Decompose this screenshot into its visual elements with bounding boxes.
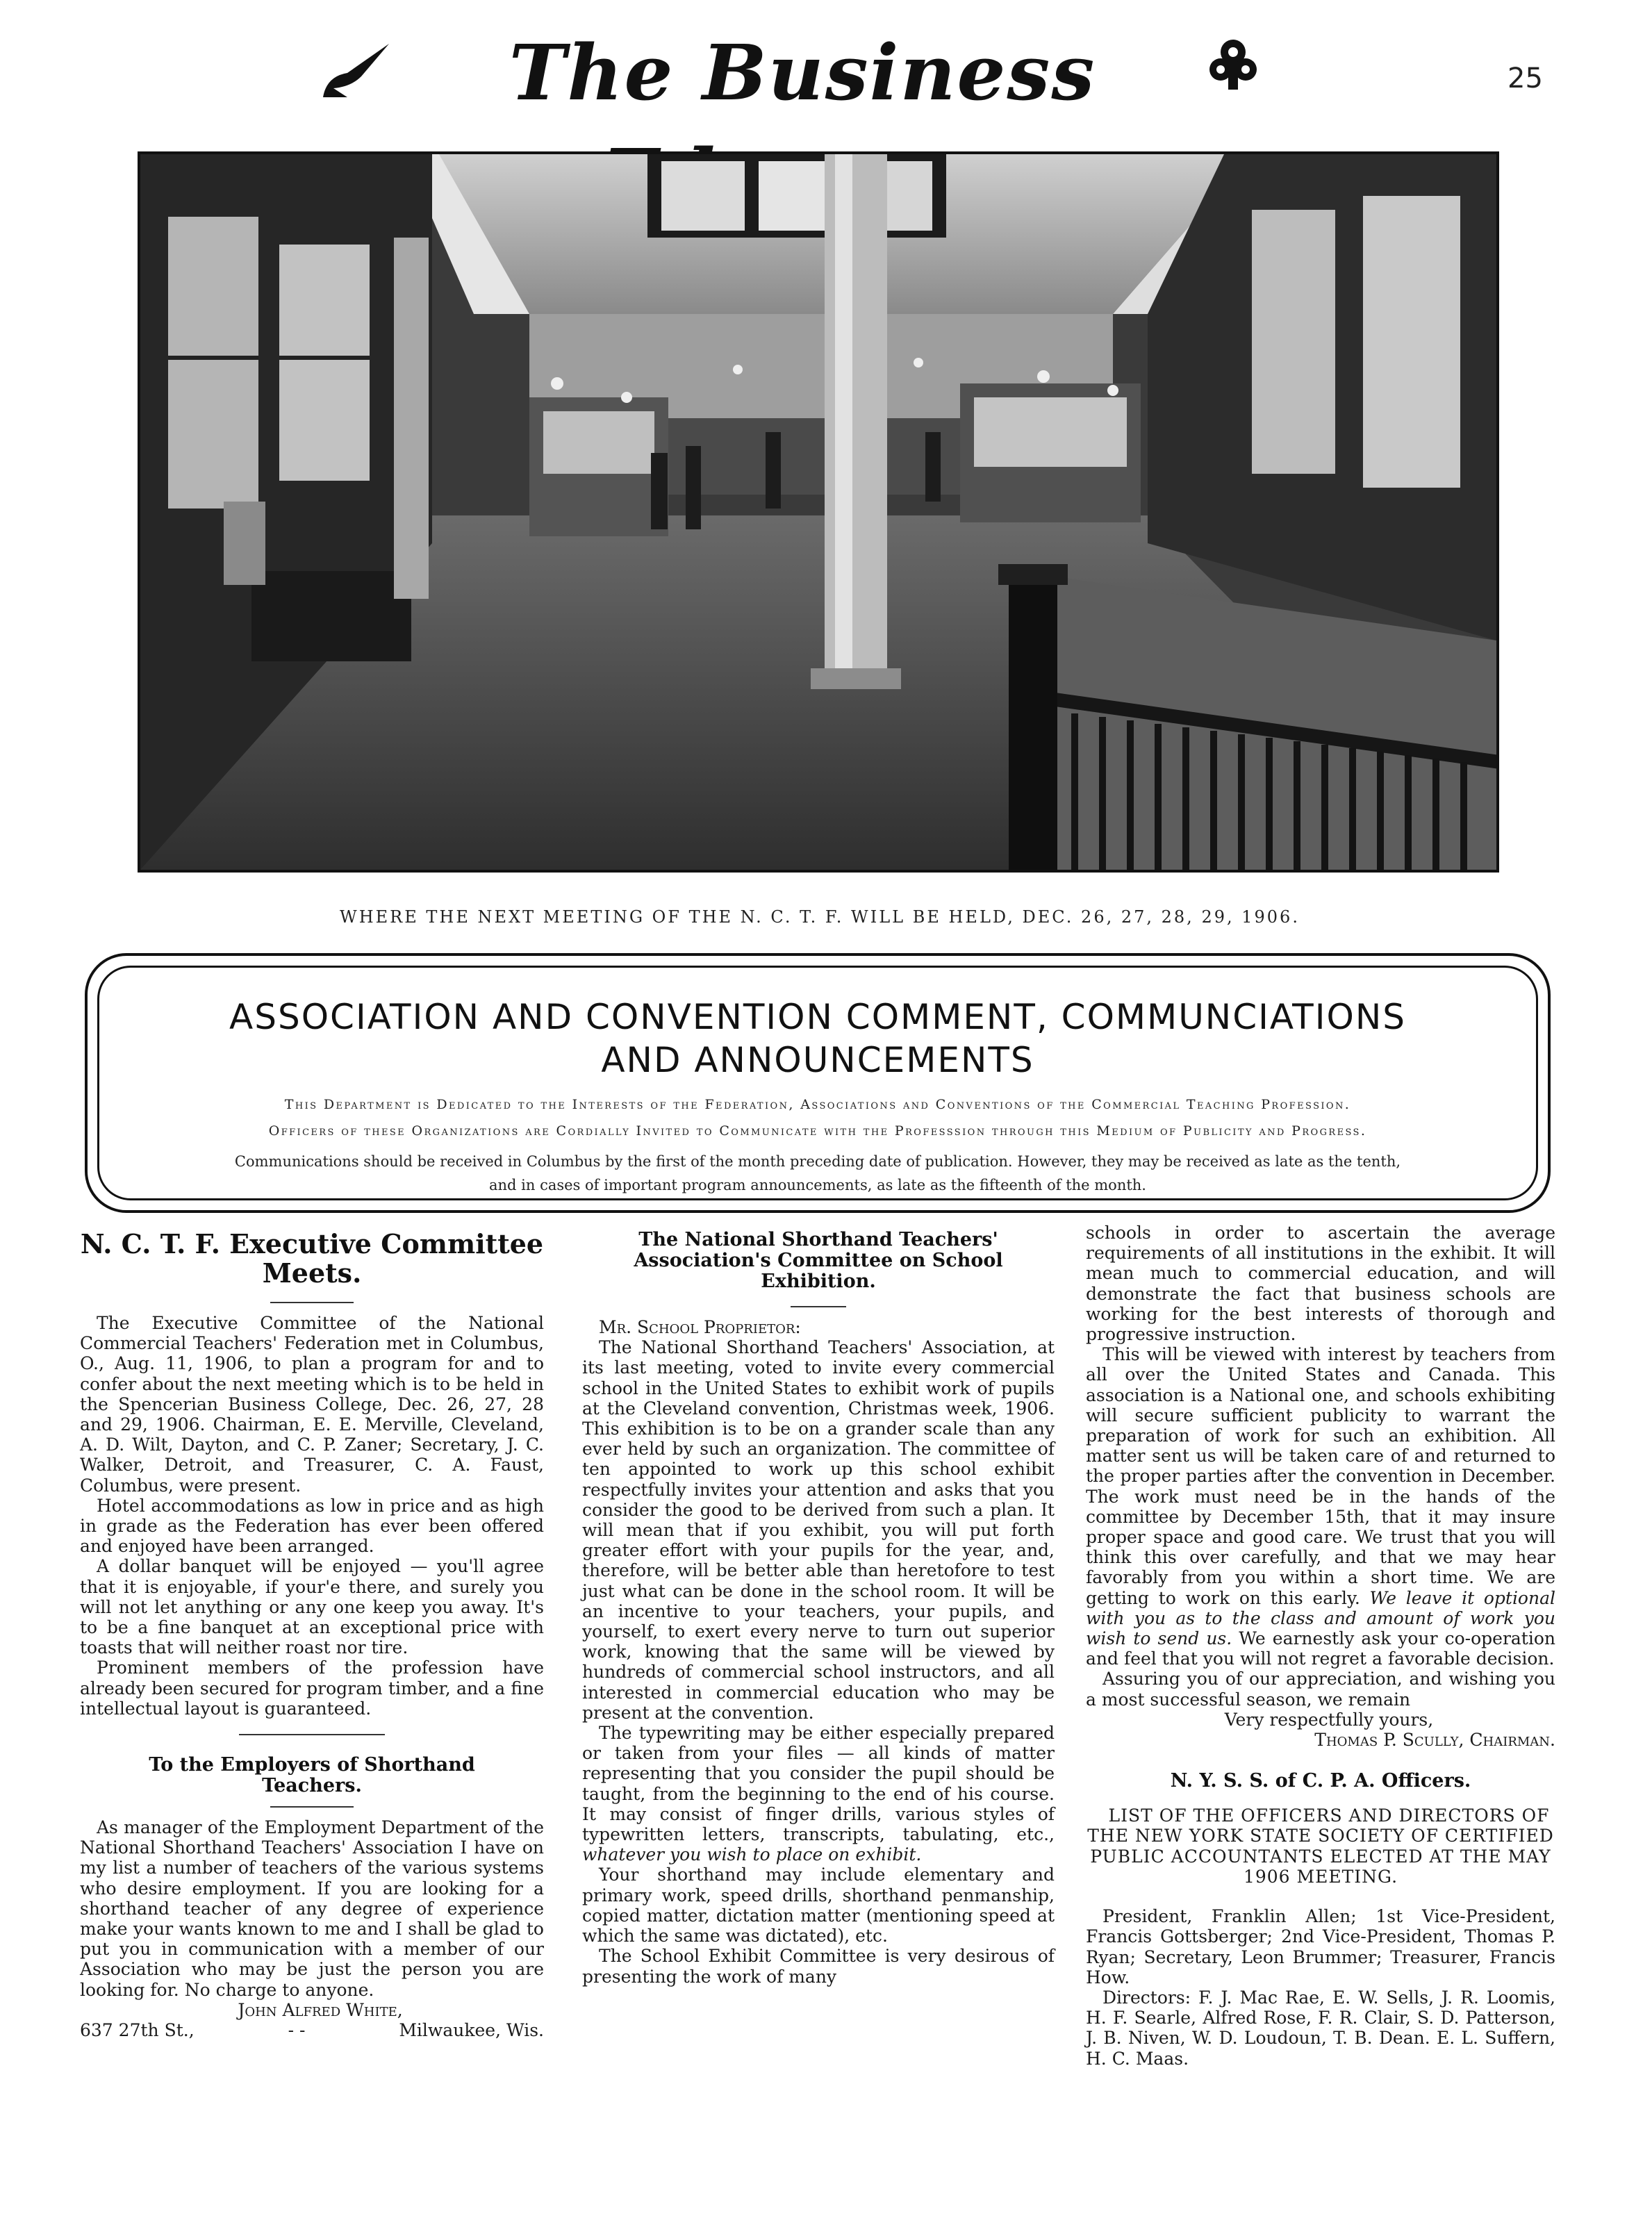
heading-rule [270,1302,354,1303]
paragraph: Your shorthand may include elementary and primary work, speed drills, shorthand penmanship, copied matter, dictation matter (mentioning speed at which the same was dictated), etc. [582,1865,1055,1946]
announcement-title [99,995,1536,1082]
section-rule [239,1734,385,1735]
communications-line2: and in cases of important program announcements, as late as the fifteenth of the month. [489,1177,1146,1193]
emblem-icon [1202,31,1264,94]
quill-icon [320,38,396,101]
column-3 [1086,1223,1555,2069]
article-heading-nyss-officers: N. Y. S. S. of C. P. A. Officers. [1170,1770,1471,1792]
emphasis-text: whatever you wish to place on exhibit. [582,1844,922,1865]
address-city: Milwaukee, Wis. [399,2020,544,2041]
paragraph-text: The typewriting may be either especially prepared or taken from your files — all kinds of matter representing that you consider the pupil should be taught, from the beginning to the end of his course. It may consist of finger drills, various styles of typewritten letters, transcripts, tabulating, etc., [582,1723,1055,1845]
communications-note [127,1150,1508,1197]
article-heading-ncft-committee: N. C. T. F. Executive Committee Meets. [80,1228,544,1289]
photo-illustration [140,154,1496,870]
column-2 [582,1223,1055,1987]
paragraph: The Executive Committee of the National Commercial Teachers' Federation met in Columbus, O., Aug. 11, 1906, to plan a program for and to confer about the next meeting which is to be held in the Spencerian Business College, Dec. 26, 27, 28 and 29, 1906. Chairman, E. E. Merville, Cleveland, A. D. Wilt, Dayton, and C. P. Zaner; Secretary, J. C. Walker, Detroit, and Treasurer, C. A. Faust, Columbus, were present. [80,1313,544,1496]
paragraph: The School Exhibit Committee is very desirous of presenting the work of many [582,1946,1055,1987]
heading-rule [270,1806,354,1808]
article-heading-nsta-committee: The National Shorthand Teachers' Association's Committee on School Exhibition. [634,1229,1003,1292]
address-dashes: - - [288,2020,306,2041]
paragraph-text: This will be viewed with interest by teachers from all over the United States and Canada. This association is a National one, and schools exhibiting will secure sufficient publicity to warrant the preparation of work for such an exhibition. All matter sent us will be taken care of and returned to the proper parties after the convention in December. The work must need be in the hands of the committee by December 15th, that it may insure proper space and good care. We trust that you will think this over carefully, and that we may hear favorably from you within a short time. We are getting to work on this early. [1086,1344,1555,1608]
emphasis-text: We leave it optional with you as to the class and amount of work you wish to send us. [1086,1587,1555,1649]
paragraph [1086,1344,1555,1669]
paragraph: Directors: F. J. Mac Rae, E. W. Sells, J. R. Loomis, H. F. Searle, Alfred Rose, F. R. Clair, S. D. Patterson, J. B. Niven, W. D. Loudoun, T. B. Dean. E. L. Suffern, H. C. Maas. [1086,1987,1555,2069]
heading-rule [791,1306,846,1307]
photo-caption: WHERE THE NEXT MEETING OF THE N. C. T. F. WILL BE HELD, DEC. 26, 27, 28, 29, 1906. [340,907,1300,927]
announcement-box [85,953,1551,1213]
department-statement [127,1091,1508,1144]
announcement-title-line2: AND ANNOUNCEMENTS [601,1040,1034,1080]
masthead [0,0,1652,146]
page-number: 25 [1508,63,1543,94]
paragraph [582,1723,1055,1865]
paragraph: The National Shorthand Teachers' Association, at its last meeting, voted to invite every commercial school in the United States to exhibit work of pupils at the Cleveland convention, Christmas week, 1906. This exhibition is to be on a grander scale than any ever held by such an organization. The committee of ten appointed to work up this school exhibit respectfully invites your attention and asks that you consider the good to be derived from such a plan. It will mean that if you exhibit, you will put forth greater effort with your pupils for the year, and, therefore, will be better able than heretofore to test just what can be done in the school room. It will be an incentive to your teachers, your pupils, and yourself, to exert every nerve to turn out superior work, knowing that the same will be viewed by hundreds of commercial school instructors, and all interested in commercial education who may be present at the convention. [582,1337,1055,1723]
paragraph: A dollar banquet will be enjoyed — you'll agree that it is enjoyable, if your'e there, and surely you will not let anything or any one keep you away. It's to be a fine banquet at an exceptional price with toasts that will neither roast nor tire. [80,1556,544,1658]
paragraph: As manager of the Employment Department of the National Shorthand Teachers' Association I have on my list a number of teachers of the various systems who desire employment. If you are looking for a shorthand teacher of any degree of experience make your wants known to me and I shall be glad to put you in communication with a member of our Association who may be just the person you are looking for. No charge to anyone. [80,1817,544,2000]
paragraph: Assuring you of our appreciation, and wishing you a most successful season, we remain [1086,1669,1555,1710]
interior-photograph [138,151,1499,873]
department-line2: Officers of these Organizations are Cordially Invited to Communicate with the Professsion through this Medium of Publicity and Progress. [268,1123,1367,1139]
paragraph-text: We earnestly ask your co-operation and feel that you will not regret a favorable decision. [1086,1628,1555,1669]
address-street: 637 27th St., [80,2020,195,2041]
address-line [80,2020,544,2040]
paragraph: Hotel accommodations as low in price and as high in grade as the Federation has ever been offered and enjoyed have been arranged. [80,1495,544,1557]
column-1 [80,1223,544,2040]
paragraph: schools in order to ascertain the average requirements of all institutions in the exhibit. It will mean much to commercial education, and will demonstrate the fact that business schools are working for the best interests of thorough and progressive instruction. [1086,1223,1555,1345]
announcement-inner-border [97,966,1538,1200]
masthead-title: The Business [509,28,1096,117]
article-heading-shorthand-employers: To the Employers of Shorthand Teachers. [149,1754,475,1797]
salutation: Mr. School Proprietor: [599,1317,801,1337]
signature: Thomas P. Scully, Chairman. [1314,1730,1555,1751]
paragraph: Prominent members of the profession have already been secured for program timber, and a fine intellectual layout is guaranteed. [80,1658,544,1719]
department-line1: This Department is Dedicated to the Interests of the Federation, Associations and Conventions of the Commercial Teaching Profession. [284,1097,1351,1112]
closing: Very respectfully yours, [1224,1709,1434,1730]
paragraph: President, Franklin Allen; 1st Vice-President, Francis Gottsberger; 2nd Vice-President, Thomas P. Ryan; Secretary, Leon Brummer; Treasurer, Francis How. [1086,1906,1555,1987]
signature: John Alfred White, [238,1999,403,2020]
communications-line1: Communications should be received in Columbus by the first of the month preceding date of publication. However, they may be received as late as the tenth, [234,1153,1401,1170]
officers-list-title: LIST OF THE OFFICERS AND DIRECTORS OF THE NEW YORK STATE SOCIETY OF CERTIFIED PUBLIC ACCOUNTANTS ELECTED AT THE MAY 1906 MEETING. [1087,1805,1554,1887]
announcement-title-line1: ASSOCIATION AND CONVENTION COMMENT, COMMUNCIATIONS [229,997,1406,1037]
